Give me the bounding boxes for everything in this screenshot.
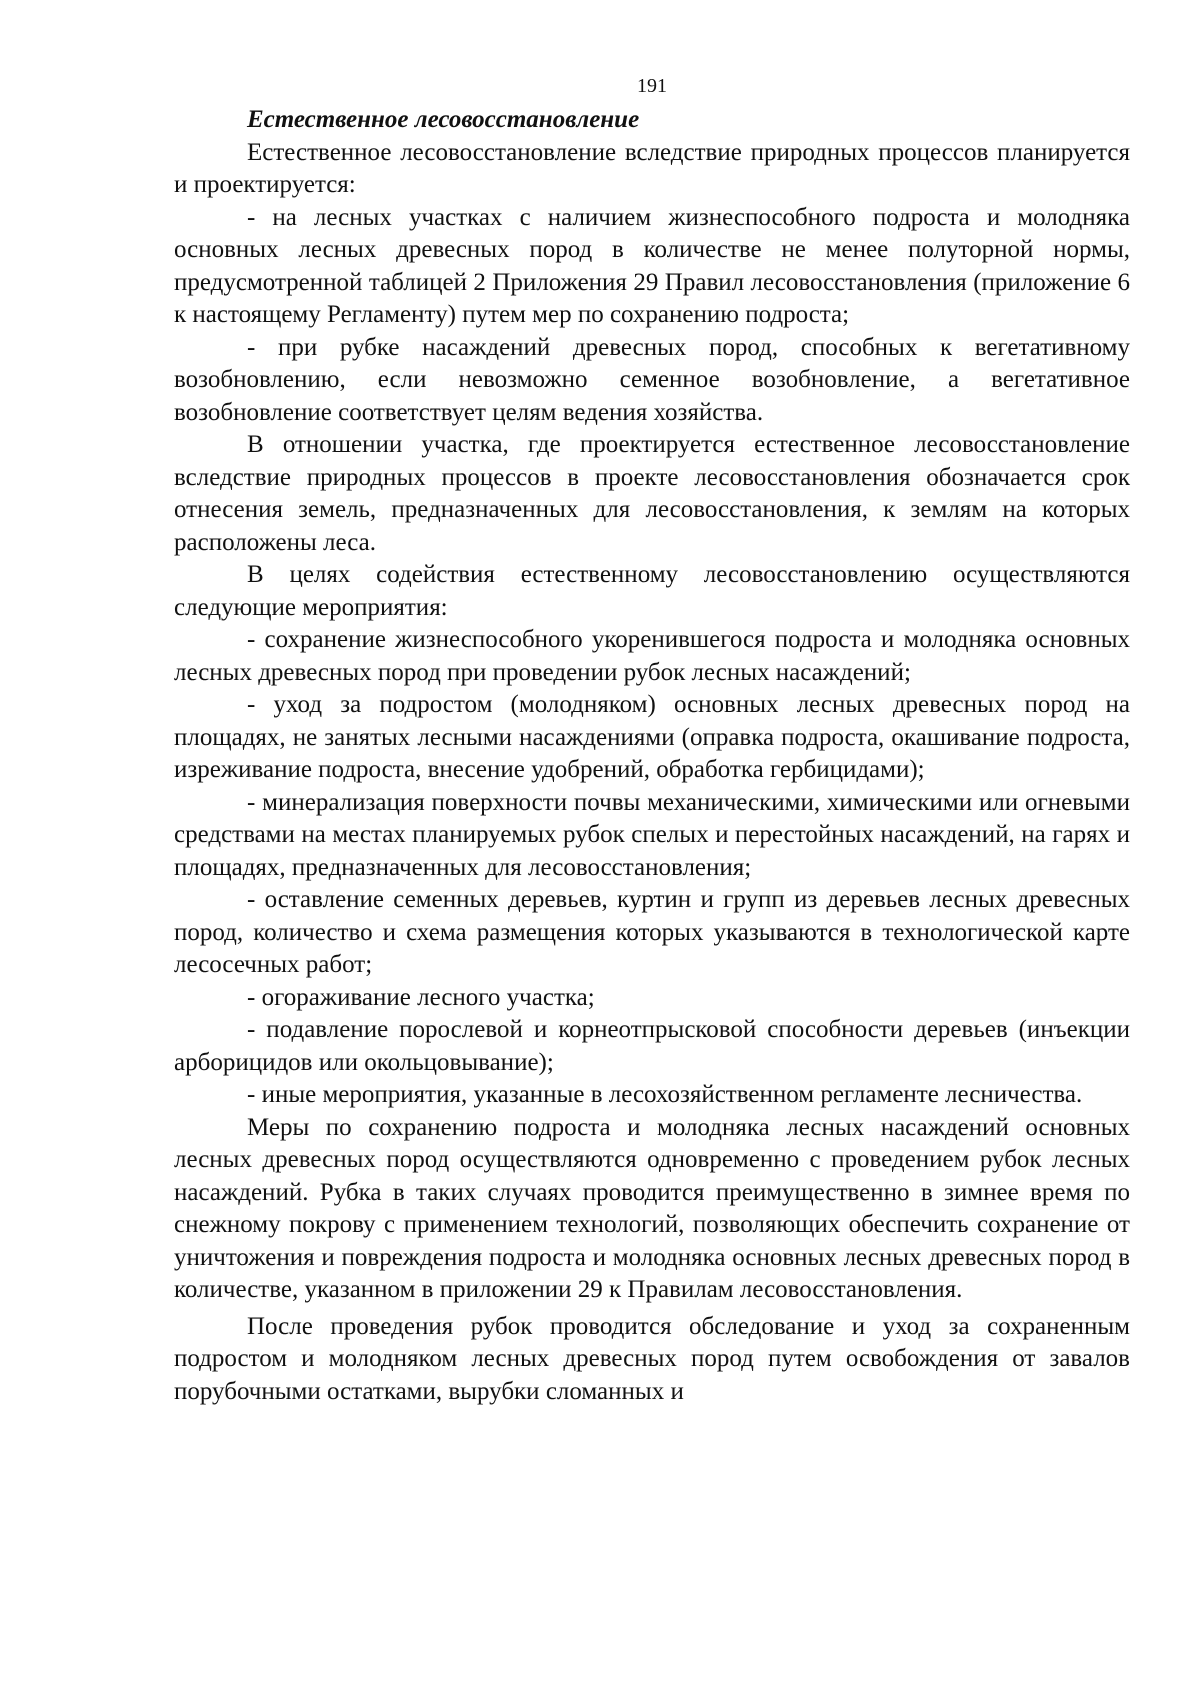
paragraph-measures-intro: В целях содействия естественному лесовосстановлению осуществляются следующие мероприятия: bbox=[174, 561, 1130, 621]
paragraph-preservation-measures: Меры по сохранению подроста и молодняка лесных насаждений основных лесных древесных пород осуществляются одновременно с проведением рубок лесных насаждений. Рубка в таких случаях проводится преимущественно в зимнее время по снежному покрову с применением технологий, позволяющих обеспечить сохранение от уничтожения и повреждения подроста и молодняка основных лесных древесных пород в количестве, указанном в приложении 29 к Правилам лесовосстановления. bbox=[174, 1113, 1130, 1303]
page-number: 191 bbox=[637, 75, 667, 97]
document-page bbox=[174, 68, 1130, 1408]
list-item-undergrowth: - на лесных участках с наличием жизнеспособного подроста и молодняка основных лесных древесных пород в количестве не менее полуторной нормы, предусмотренной таблицей 2 Приложения 29 Правил лесовосстановления (приложение 6 к настоящему Регламенту) путем мер по сохранению подроста; bbox=[174, 203, 1130, 328]
paragraph-plot: В отношении участка, где проектируется естественное лесовосстановление вследствие природных процессов в проекте лесовосстановления обозначается срок отнесения земель, предназначенных для лесовосстановления, к землям на которых расположены леса. bbox=[174, 431, 1130, 556]
list-item-other: - иные мероприятия, указанные в лесохозяйственном регламенте лесничества. bbox=[247, 1081, 1083, 1108]
paragraph-intro: Естественное лесовосстановление вследствие природных процессов планируется и проектируется: bbox=[174, 138, 1130, 198]
list-item-care: - уход за подростом (молодняком) основных лесных древесных пород на площадях, не занятых лесными насаждениями (оправка подроста, окашивание подроста, изреживание подроста, внесение удобрений, обработка гербицидами); bbox=[174, 691, 1130, 783]
list-item-preservation: - сохранение жизнеспособного укоренившегося подроста и молодняка основных лесных древесных пород при проведении рубок лесных насаждений; bbox=[174, 626, 1130, 686]
section-heading: Естественное лесовосстановление bbox=[247, 106, 640, 133]
list-item-vegetative: - при рубке насаждений древесных пород, способных к вегетативному возобновлению, если невозможно семенное возобновление, а вегетативное возобновление соответствует целям ведения хозяйства. bbox=[174, 333, 1130, 426]
list-item-mineralization: - минерализация поверхности почвы механическими, химическими или огневыми средствами на местах планируемых рубок спелых и перестойных насаждений, на гарях и площадях, предназначенных для лесовосстановления; bbox=[174, 788, 1130, 881]
list-item-fencing: - огораживание лесного участка; bbox=[247, 983, 595, 1011]
list-item-seed-trees: - оставление семенных деревьев, куртин и групп из деревьев лесных древесных пород, количество и схема размещения которых указываются в технологической карте лесосечных работ; bbox=[174, 886, 1130, 978]
paragraph-after-felling: После проведения рубок проводится обследование и уход за сохраненным подростом и молодняком лесных древесных пород путем освобождения от завалов порубочными остатками, вырубки сломанных и bbox=[174, 1312, 1130, 1405]
list-item-suppression: - подавление порослевой и корнеотпрысковой способности деревьев (инъекции арборицидов или окольцовывание); bbox=[174, 1016, 1130, 1076]
